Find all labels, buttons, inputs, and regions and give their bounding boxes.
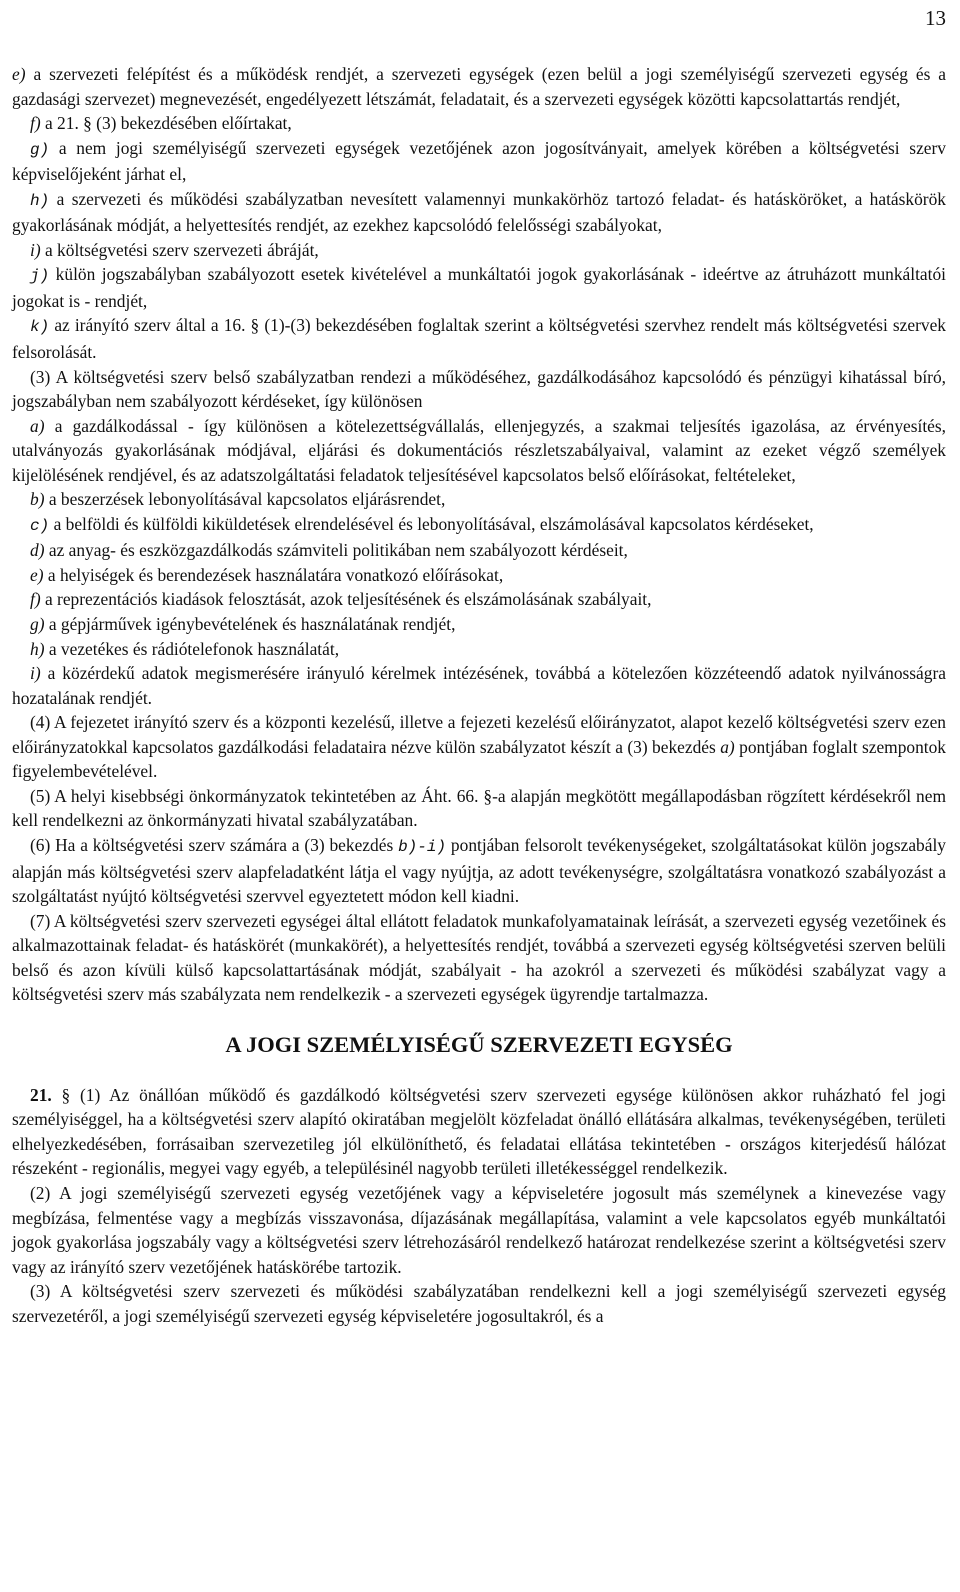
list-item — [12, 111, 946, 136]
document-body — [12, 62, 946, 1328]
item-marker: h) — [30, 191, 50, 210]
paragraph-5: (5) A helyi kisebbségi önkormányzatok tekintetében az Áht. 66. §-a alapján megkötött megállapodásban rögzített kérdésekről nem kell rendelkezni az önkormányzati hivatal szabályzatában. — [12, 785, 946, 831]
section-heading: A JOGI SZEMÉLYISÉGŰ SZERVEZETI EGYSÉG — [225, 1031, 733, 1057]
page-number: 13 — [925, 6, 946, 30]
list-item — [12, 238, 946, 263]
list-item — [12, 262, 946, 313]
paragraph-6-text-end: pontjában felsorolt tevékenységeket, szolgáltatásokat külön jogszabály alapján más költségvetési szerv alapfeladatként látja el vagy nyújtja, az adott tevékenységre, szolgáltatásra vonatkozó szabályozást a szolgáltatást nyújtó költségvetési szervvel egyeztetett módon kell kiadni. — [12, 834, 946, 907]
item-text: külön jogszabályban szabályozott esetek kivételével a munkáltatói jogok gyakorlásának - ideértve az átruházott munkáltatói jogokat is - rendjét, — [12, 264, 946, 311]
item-marker: e) — [12, 64, 26, 84]
paragraph-3-intro: (3) A költségvetési szerv belső szabályzatban rendezi a működéséhez, gazdálkodásához kapcsolódó és pénzügyi kihatással bíró, jogszabályban nem szabályozott kérdéseket, így különösen — [12, 366, 946, 412]
item-text: a vezetékes és rádiótelefonok használatát, — [48, 638, 340, 659]
item-marker: i) — [30, 239, 41, 260]
item-marker: f) — [30, 589, 41, 610]
list-item — [12, 612, 946, 637]
item-marker: b) — [30, 489, 45, 510]
list-item — [12, 313, 946, 364]
item-text: a 21. § (3) bekezdésében előírtakat, — [44, 113, 292, 134]
item-marker: d) — [30, 540, 45, 561]
item-text: a gépjárművek igénybevételének és használatának rendjét, — [48, 614, 456, 635]
section-number: 21. — [30, 1084, 52, 1105]
section-21-paragraph-2: (2) A jogi személyiségű szervezeti egység vezetőjének vagy a képviseletére jogosult más személynek a kinevezése vagy megbízása, felmentése vagy a megbízás visszavonása, díjazásának megállapítása, valamint a vele kapcsolatos egyéb munkáltatói jogok gyakorlása jogszabály vagy a költségvetési szerv létrehozásáról rendelkező határozat rendelkezése szerint a költségvetési szerv vagy az irányító szerv vezetőjének hatáskörébe tartozik. — [12, 1182, 946, 1277]
item-marker: c) — [30, 516, 50, 535]
item-text: a nem jogi személyiségű szervezeti egységek vezetőjének azon jogosítványait, amelyek körében a költségvetési szerv képviselőjeként járhat el, — [12, 137, 946, 185]
list-item — [12, 187, 946, 238]
list-item — [12, 538, 946, 563]
section-21-paragraph-1 — [12, 1083, 946, 1181]
item-marker: k) — [30, 318, 50, 337]
list-item — [12, 563, 946, 588]
item-marker: g) — [30, 140, 50, 159]
item-marker: h) — [30, 638, 45, 659]
list-item — [12, 136, 946, 187]
item-text: a gazdálkodással - így különösen a kötelezettségvállalás, ellenjegyzés, a szakmai teljesítés igazolása, az érvényesítés, utalványozás gyakorlásának módjával, eljárási és dokumentációs részletszabályaival, valamint az ezeket végző személyek kijelölésének rendjével, és az adatszolgáltatási feladatok teljesítésével kapcsolatos belső előírásokat, feltételeket, — [12, 415, 946, 485]
paragraph-6-text: (6) Ha a költségvetési szerv számára a (3) bekezdés — [30, 834, 399, 855]
item-marker: e) — [30, 564, 44, 585]
paragraph-6-ref: b)-i) — [398, 837, 447, 856]
item-text: a költségvetési szerv szervezeti ábráját, — [44, 239, 319, 260]
paragraph-7: (7) A költségvetési szerv szervezeti egységei által ellátott feladatok munkafolyamatainak leírását, a szervezeti egység vezetőinek és alkalmazottainak feladat- és hatáskörét (munkakörét), a helyettesítés rendjét, továbbá a szervezeti egység költségvetési szerven belüli belső és azon kívüli külső kapcsolattartásának módját, szabályait - ha azokról a szervezeti és működési szabályzat vagy a költségvetési szerv más szabályzata nem rendelkezik - a szervezeti egységek ügyrendje tartalmazza. — [12, 910, 946, 1005]
list-item — [12, 62, 946, 111]
item-text: az irányító szerv által a 16. § (1)-(3) bekezdésében foglaltak szerint a költségvetési szervhez rendelt más költségvetési szervek felsorolását. — [12, 315, 946, 363]
paragraph-4-ref: a) — [720, 736, 735, 757]
item-text: a szervezeti és működési szabályzatban nevesített valamennyi munkakörhöz tartozó feladat- és hatásköröket, a hatáskörök gyakorlásának módját, a helyettesítés rendjét, az ezekhez kapcsolódó felelősségi szabályokat, — [12, 188, 946, 236]
paragraph-4-text-end: pontjában foglalt szempontok figyelembevételével. — [12, 736, 946, 782]
item-marker: j) — [30, 267, 50, 286]
section-21-paragraph-1-text: § (1) Az önállóan működő és gazdálkodó költségvetési szerv szervezeti egysége különösen akkor ruházható fel jogi személyiséggel, ha a költségvetési szerv alapító okiratában megjelölt közfeladat önálló ellátására alkalmas, tevékenységében, területi elhelyezkedésében, forrásaiban szervezetileg jól elkülöníthető, és feladatai ellátása tekintetében - országos kiterjedésű hálózat részeként - regionális, megyei vagy egyéb, a településinél nagyobb területi illetékességgel rendelkezik. — [12, 1084, 946, 1179]
item-text: a beszerzések lebonyolításával kapcsolatos eljárásrendet, — [48, 489, 446, 510]
item-marker: a) — [30, 415, 45, 436]
section-21-paragraph-3: (3) A költségvetési szerv szervezeti és működési szabályzatában rendelkezni kell a jogi személyiségű szervezeti egység szervezetéről, a jogi személyiségű szervezeti egység képviseletére jogosultakról, és a — [12, 1281, 946, 1326]
item-text: a helyiségek és berendezések használatára vonatkozó előírásokat, — [47, 564, 504, 585]
list-item — [12, 487, 946, 512]
item-text: az anyag- és eszközgazdálkodás számviteli politikában nem szabályozott kérdéseit, — [48, 540, 628, 561]
item-text: a reprezentációs kiadások felosztását, azok teljesítésének és elszámolásának szabályait, — [44, 589, 652, 610]
item-text: a közérdekű adatok megismerésére irányuló kérelmek intézésének, továbbá a kötelezően közzéteendő adatok nyilvánosságra hozatalának rendjét. — [12, 663, 946, 708]
item-marker: f) — [30, 113, 41, 134]
item-text: a belföldi és külföldi kiküldetések elrendelésével és lebonyolításával, elszámolásával kapcsolatos kérdéseket, — [53, 513, 814, 534]
item-marker: g) — [30, 614, 45, 635]
paragraph-6 — [12, 833, 946, 909]
list-item — [12, 587, 946, 612]
item-marker: i) — [30, 663, 41, 684]
item-text: a szervezeti felépítést és a működésk rendjét, a szervezeti egységek (ezen belül a jogi személyiségű szervezeti egység és a gazdasági szervezet) megnevezését, engedélyezett létszámát, feladatait, és a szervezeti egységek közötti kapcsolattartás rendjét, — [12, 64, 946, 109]
list-item — [12, 414, 946, 488]
list-item — [12, 512, 946, 539]
paragraph-4 — [12, 710, 946, 784]
list-item — [12, 661, 946, 710]
paragraph-4-text: (4) A fejezetet irányító szerv és a központi kezelésű, illetve a fejezeti kezelésű előirányzatot, alapot kezelő költségvetési szerv ezen előirányzatokkal kapcsolatos gazdálkodási feladataira nézve külön szabályzatot készít a (3) bekezdés — [12, 712, 946, 757]
list-item — [12, 637, 946, 662]
